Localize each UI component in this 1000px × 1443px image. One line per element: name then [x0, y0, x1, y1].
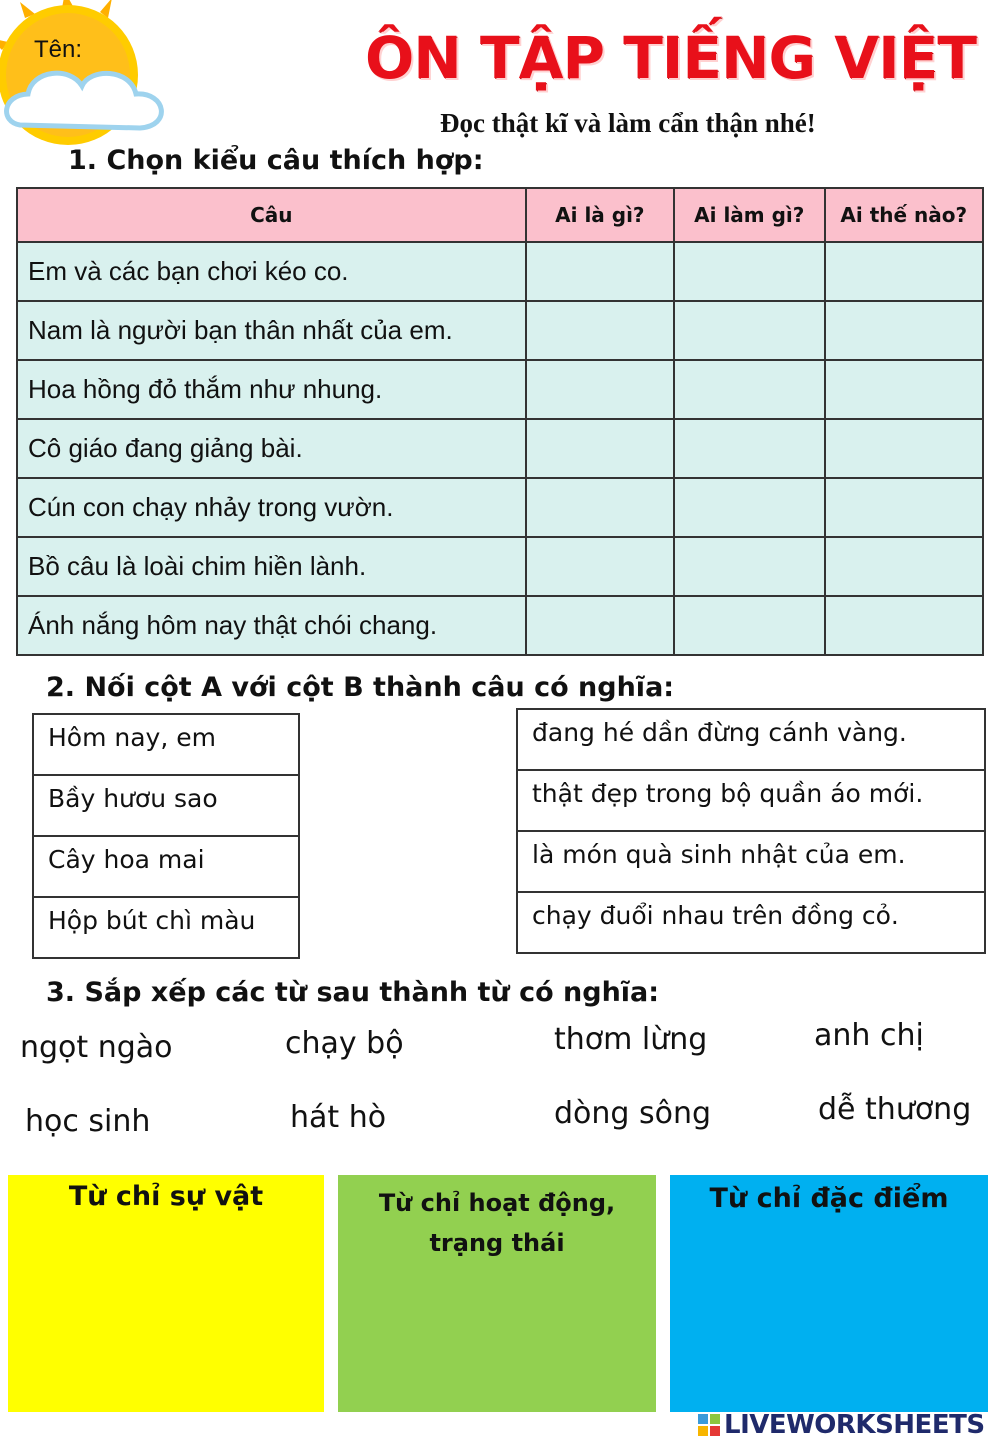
sentence-cell: Ánh nắng hôm nay thật chói chang. — [17, 596, 526, 655]
table-row — [17, 596, 983, 655]
word-tile[interactable]: hát hò — [290, 1100, 387, 1135]
category-label: Từ chỉ sự vật — [68, 1181, 264, 1212]
answer-cell-ai-la-gi[interactable] — [526, 242, 674, 301]
answer-cell-ai-la-gi[interactable] — [526, 478, 674, 537]
answer-cell-ai-lam-gi[interactable] — [674, 360, 824, 419]
answer-cell-ai-la-gi[interactable] — [526, 301, 674, 360]
word-tile[interactable]: anh chị — [814, 1018, 924, 1053]
section3-title: 3. Sắp xếp các từ sau thành từ có nghĩa: — [46, 977, 660, 1008]
word-tile[interactable]: ngọt ngào — [20, 1030, 173, 1065]
column-a-item[interactable]: Cây hoa mai — [32, 835, 300, 896]
sentence-cell: Hoa hồng đỏ thắm như nhung. — [17, 360, 526, 419]
answer-cell-ai-the-nao[interactable] — [825, 360, 984, 419]
answer-cell-ai-lam-gi[interactable] — [674, 419, 824, 478]
table-row — [17, 242, 983, 301]
column-header: Ai là gì? — [526, 188, 674, 242]
column-header: Câu — [17, 188, 526, 242]
answer-cell-ai-the-nao[interactable] — [825, 419, 984, 478]
answer-cell-ai-the-nao[interactable] — [825, 242, 984, 301]
sentence-cell: Nam là người bạn thân nhất của em. — [17, 301, 526, 360]
sentence-cell: Cô giáo đang giảng bài. — [17, 419, 526, 478]
category-box-dac-diem[interactable] — [670, 1175, 988, 1412]
answer-cell-ai-lam-gi[interactable] — [674, 537, 824, 596]
word-tile[interactable]: học sinh — [25, 1104, 151, 1139]
table-row — [17, 301, 983, 360]
column-header: Ai thế nào? — [825, 188, 984, 242]
column-b — [516, 708, 986, 954]
table-row — [17, 537, 983, 596]
answer-cell-ai-the-nao[interactable] — [825, 596, 984, 655]
category-box-su-vat[interactable] — [8, 1175, 324, 1412]
answer-cell-ai-la-gi[interactable] — [526, 360, 674, 419]
brand-logo-text: LIVEWORKSHEETS — [724, 1410, 985, 1440]
sun-cloud-icon — [0, 0, 170, 160]
sentence-cell: Bồ câu là loài chim hiền lành. — [17, 537, 526, 596]
word-tile[interactable]: thơm lừng — [554, 1022, 708, 1057]
page-subtitle: Đọc thật kĩ và làm cẩn thận nhé! — [440, 108, 816, 138]
answer-cell-ai-lam-gi[interactable] — [674, 596, 824, 655]
page-title: ÔN TẬP TIẾNG VIỆT — [365, 24, 976, 92]
table-row — [17, 419, 983, 478]
answer-cell-ai-lam-gi[interactable] — [674, 242, 824, 301]
answer-cell-ai-lam-gi[interactable] — [674, 301, 824, 360]
section1-title: 1. Chọn kiểu câu thích hợp: — [68, 145, 484, 176]
table-row — [17, 478, 983, 537]
section2-title: 2. Nối cột A với cột B thành câu có nghĩa: — [46, 672, 675, 703]
word-tile[interactable]: dễ thương — [818, 1092, 972, 1127]
answer-cell-ai-the-nao[interactable] — [825, 478, 984, 537]
answer-cell-ai-the-nao[interactable] — [825, 301, 984, 360]
column-b-item[interactable]: là món quà sinh nhật của em. — [516, 830, 986, 891]
sentence-cell: Em và các bạn chơi kéo co. — [17, 242, 526, 301]
answer-cell-ai-the-nao[interactable] — [825, 537, 984, 596]
category-label: Từ chỉ hoạt động, — [378, 1189, 616, 1217]
word-tile[interactable]: chạy bộ — [285, 1026, 404, 1061]
column-header: Ai làm gì? — [674, 188, 824, 242]
category-label: Từ chỉ đặc điểm — [709, 1183, 949, 1214]
column-a-item[interactable]: Bầy hươu sao — [32, 774, 300, 835]
table-row — [17, 360, 983, 419]
sentence-cell: Cún con chạy nhảy trong vườn. — [17, 478, 526, 537]
answer-cell-ai-la-gi[interactable] — [526, 596, 674, 655]
sentence-type-table — [16, 187, 984, 656]
table-header-row — [17, 188, 983, 242]
name-label: Tên: — [34, 36, 83, 63]
column-b-item[interactable]: đang hé dần đừng cánh vàng. — [516, 708, 986, 769]
column-b-item[interactable]: chạy đuổi nhau trên đồng cỏ. — [516, 891, 986, 954]
category-label: trạng thái — [429, 1229, 565, 1257]
column-a-item[interactable]: Hôm nay, em — [32, 713, 300, 774]
answer-cell-ai-la-gi[interactable] — [526, 537, 674, 596]
column-a-item[interactable]: Hộp bút chì màu — [32, 896, 300, 959]
category-box-hoat-dong[interactable] — [338, 1175, 656, 1412]
column-a — [32, 713, 300, 959]
column-b-item[interactable]: thật đẹp trong bộ quần áo mới. — [516, 769, 986, 830]
word-tile[interactable]: dòng sông — [554, 1096, 712, 1131]
answer-cell-ai-la-gi[interactable] — [526, 419, 674, 478]
liveworksheets-logo-icon — [698, 1414, 720, 1436]
answer-cell-ai-lam-gi[interactable] — [674, 478, 824, 537]
